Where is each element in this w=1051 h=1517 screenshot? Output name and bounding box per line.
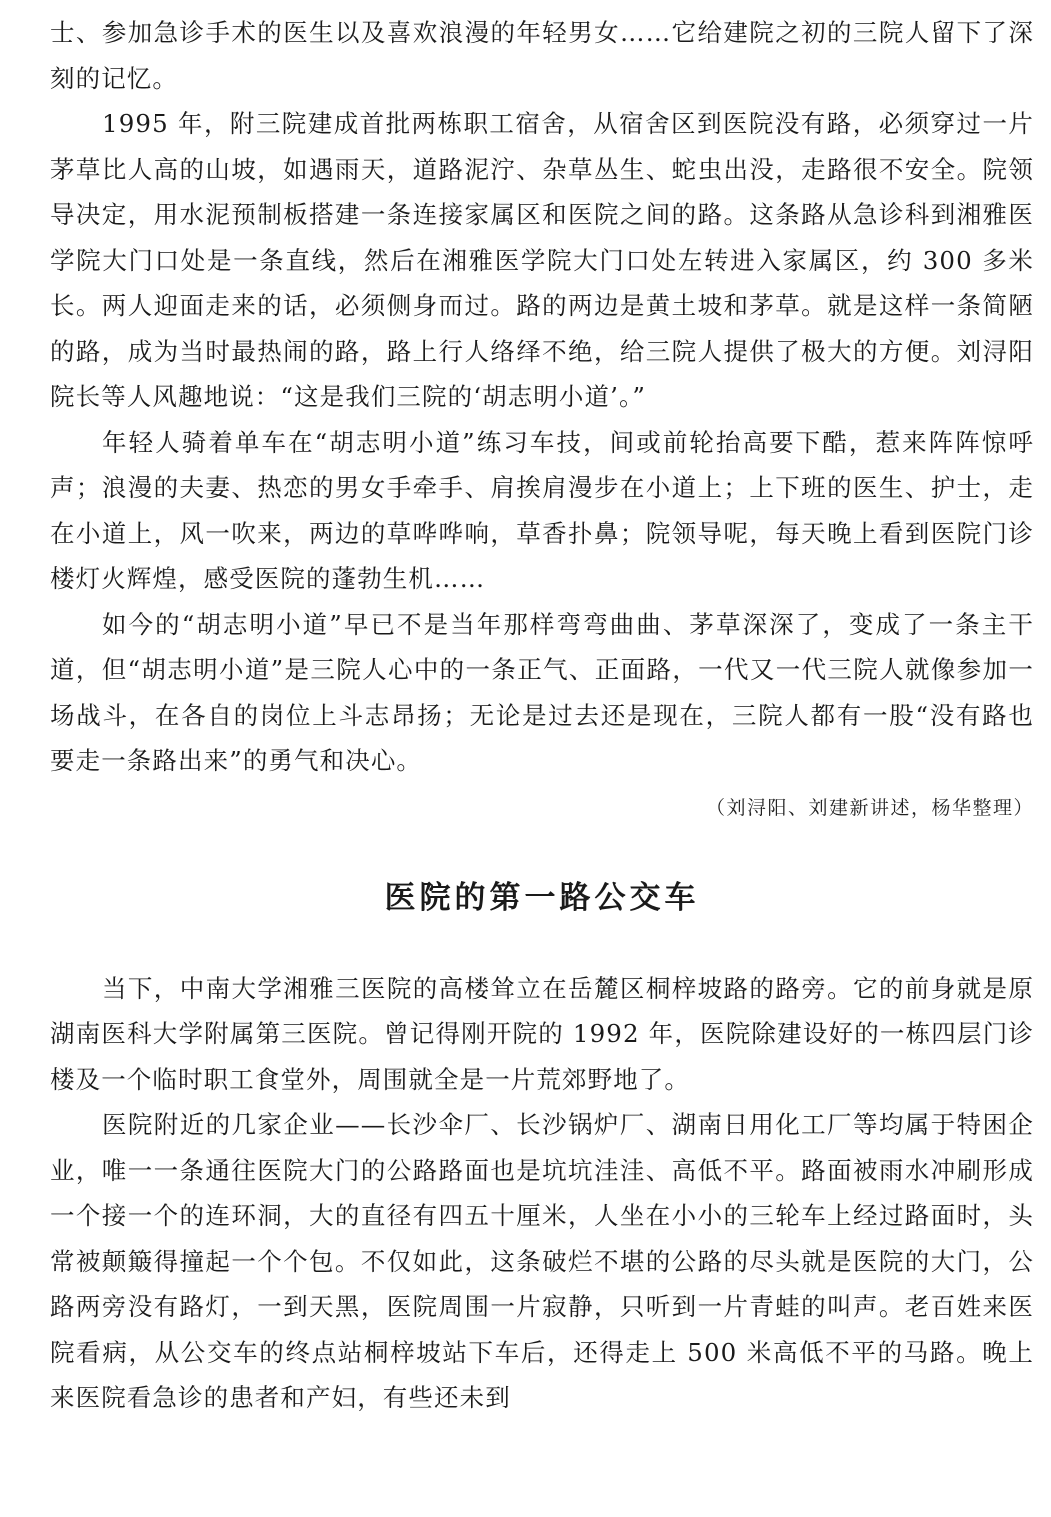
paragraph-young-people: 年轻人骑着单车在“胡志明小道”练习车技，间或前轮抬高要下酷，惹来阵阵惊呼声；浪漫的夫妻、热恋的男女手牵手、肩挨肩漫步在小道上；上下班的医生、护士，走在小道上，风一吹来，两边的草哗哗响，草香扑鼻；院领导呢，每天晚上看到医院门诊楼灯火辉煌，感受医院的蓬勃生机…… [50, 427, 1034, 593]
paragraph-1995-road: 1995 年，附三院建成首批两栋职工宿舍，从宿舍区到医院没有路，必须穿过一片茅草比人高的山坡，如遇雨天，道路泥泞、杂草丛生、蛇虫出没，走路很不安全。院领导决定，用水泥预制板搭建一条连接家属区和医院之间的路。这条路从急诊科到湘雅医学院大门口处是一条直线，然后在湘雅医学院大门口处左转进入家属区，约 300 多米长。两人迎面走来的话，必须侧身而过。路的两边是黄土坡和茅草。就是这样一条简陋的路，成为当时最热闹的路，路上行人络绎不绝，给三院人提供了极大的方便。刘浔阳院长等人风趣地说：“这是我们三院的‘胡志明小道’。” [50, 109, 1034, 411]
paragraph-hospital-origin: 当下，中南大学湘雅三医院的高楼耸立在岳麓区桐梓坡路的路旁。它的前身就是原湖南医科大学附属第三医院。曾记得刚开院的 1992 年，医院除建设好的一栋四层门诊楼及一个临时职工食堂外，周围就全是一片荒郊野地了。 [50, 973, 1034, 1094]
paragraph-continuation: 士、参加急诊手术的医生以及喜欢浪漫的年轻男女……它给建院之初的三院人留下了深刻的记忆。 [50, 18, 1034, 93]
book-page [50, 10, 1034, 1421]
paragraph-road-conditions: 医院附近的几家企业——长沙伞厂、长沙锅炉厂、湖南日用化工厂等均属于特困企业，唯一一条通往医院大门的公路路面也是坑坑洼洼、高低不平。路面被雨水冲刷形成一个接一个的连环洞，大的直径有四五十厘米，人坐在小小的三轮车上经过路面时，头常被颠簸得撞起一个个包。不仅如此，这条破烂不堪的公路的尽头就是医院的大门，公路两旁没有路灯，一到天黑，医院周围一片寂静，只听到一片青蛙的叫声。老百姓来医院看病，从公交车的终点站桐梓坡站下车后，还得走上 500 米高低不平的马路。晚上来医院看急诊的患者和产妇，有些还未到 [50, 1110, 1034, 1412]
paragraph-today: 如今的“胡志明小道”早已不是当年那样弯弯曲曲、茅草深深了，变成了一条主干道，但“胡志明小道”是三院人心中的一条正气、正面路，一代又一代三院人就像参加一场战斗，在各自的岗位上斗志昂扬；无论是过去还是现在，三院人都有一股“没有路也要走一条路出来”的勇气和决心。 [50, 609, 1034, 775]
narrator-credit: （刘浔阳、刘建新讲述，杨华整理） [705, 796, 1034, 819]
section-title: 医院的第一路公交车 [384, 879, 700, 916]
